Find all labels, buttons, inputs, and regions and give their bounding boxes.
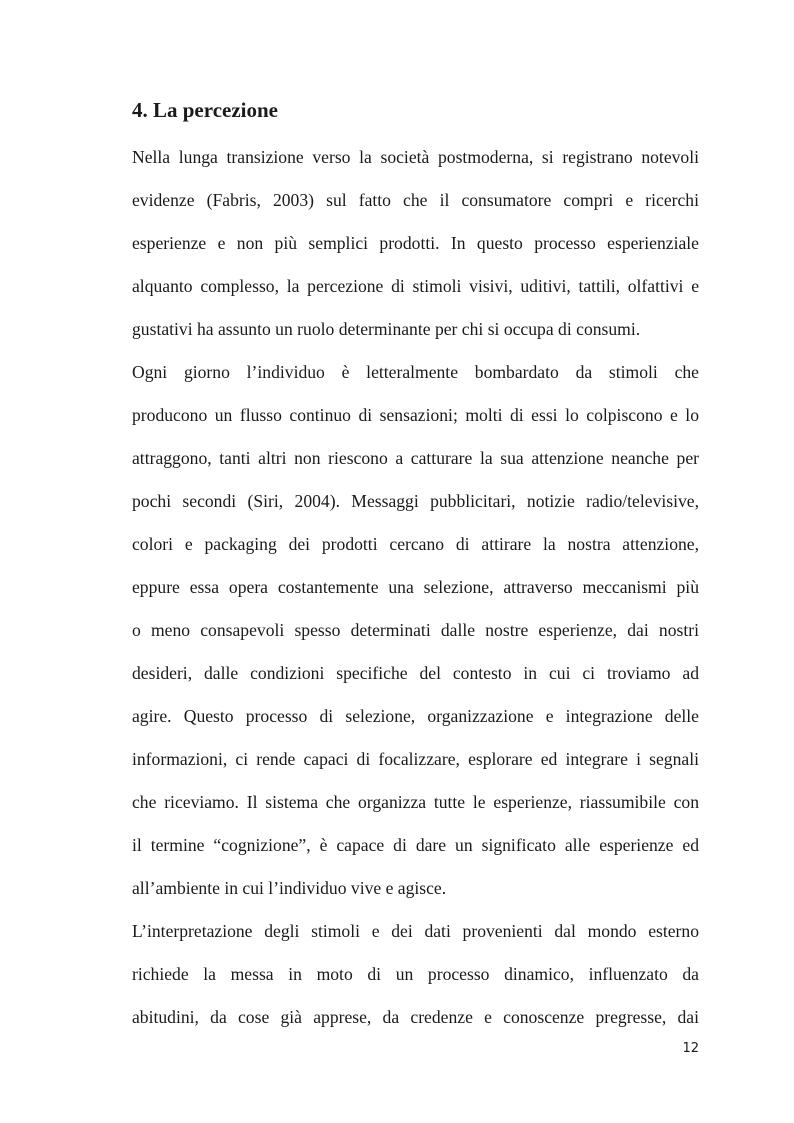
- text-line: richiede la messa in moto di un processo dinamico, influenzato da: [132, 964, 699, 984]
- text-line: L’interpretazione degli stimoli e dei dati provenienti dal mondo esterno: [132, 921, 699, 941]
- text-line: producono un flusso continuo di sensazioni; molti di essi lo colpiscono e lo: [132, 405, 699, 425]
- section-heading: 4. La percezione: [132, 98, 278, 122]
- text-line: evidenze (Fabris, 2003) sul fatto che il consumatore compri e ricerchi: [132, 190, 699, 210]
- paragraph: [132, 357, 699, 916]
- text-line: all’ambiente in cui l’individuo vive e agisce.: [132, 878, 447, 898]
- text-line: desideri, dalle condizioni specifiche del contesto in cui ci troviamo ad: [132, 663, 699, 683]
- text-line: abitudini, da cose già apprese, da credenze e conoscenze pregresse, dai: [132, 1007, 699, 1027]
- text-line: eppure essa opera costantemente una selezione, attraverso meccanismi più: [132, 577, 699, 597]
- text-line: Nella lunga transizione verso la società postmoderna, si registrano notevoli: [132, 147, 699, 167]
- text-line: colori e packaging dei prodotti cercano di attirare la nostra attenzione,: [132, 534, 699, 554]
- text-line: attraggono, tanti altri non riescono a catturare la sua attenzione neanche per: [132, 448, 699, 468]
- text-line: che riceviamo. Il sistema che organizza tutte le esperienze, riassumibile con: [132, 792, 699, 812]
- text-line: pochi secondi (Siri, 2004). Messaggi pubblicitari, notizie radio/televisive,: [132, 491, 699, 511]
- text-line: alquanto complesso, la percezione di stimoli visivi, uditivi, tattili, olfattivi e: [132, 276, 699, 296]
- paragraph: [132, 142, 699, 357]
- text-line: Ogni giorno l’individuo è letteralmente bombardato da stimoli che: [132, 362, 699, 382]
- paragraph: [132, 916, 699, 1045]
- body-text: [132, 142, 699, 1045]
- page-number: 12: [682, 1041, 699, 1056]
- text-line: gustativi ha assunto un ruolo determinante per chi si occupa di consumi.: [132, 319, 641, 339]
- text-line: il termine “cognizione”, è capace di dare un significato alle esperienze ed: [132, 835, 699, 855]
- text-line: agire. Questo processo di selezione, organizzazione e integrazione delle: [132, 706, 699, 726]
- text-line: esperienze e non più semplici prodotti. In questo processo esperienziale: [132, 233, 699, 253]
- text-line: informazioni, ci rende capaci di focalizzare, esplorare ed integrare i segnali: [132, 749, 699, 769]
- text-line: o meno consapevoli spesso determinati dalle nostre esperienze, dai nostri: [132, 620, 699, 640]
